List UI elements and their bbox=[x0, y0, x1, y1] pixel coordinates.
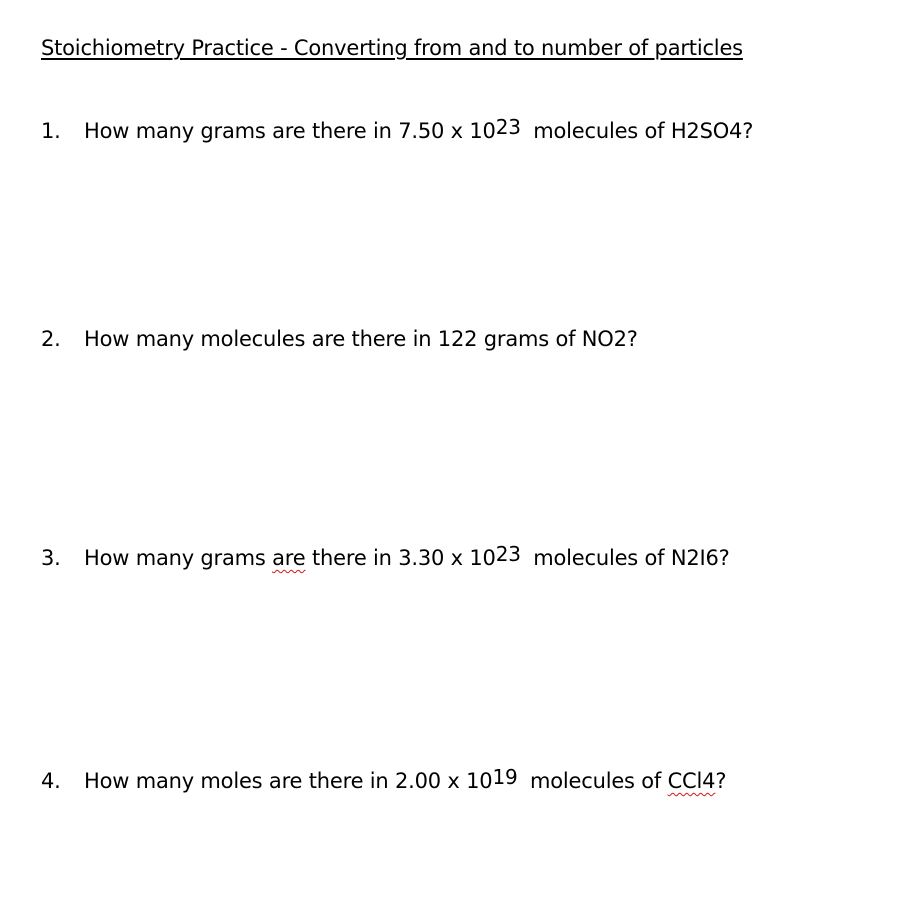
question-mark: ? bbox=[742, 119, 754, 143]
question-number: 3. bbox=[41, 546, 61, 570]
page-title: Stoichiometry Practice - Converting from and to number of particles bbox=[41, 36, 743, 60]
question-text: How many moles are there in 2.00 x 10 bbox=[84, 769, 493, 793]
question-2 bbox=[41, 326, 638, 352]
question-number: 2. bbox=[41, 327, 61, 351]
spellcheck-flagged-formula[interactable]: CCl4 bbox=[667, 769, 716, 793]
question-text: How many grams are there in 7.50 x 10 bbox=[84, 119, 496, 143]
question-mark: ? bbox=[715, 769, 727, 793]
question-text-middle: molecules of bbox=[523, 769, 668, 793]
question-text-start: How many grams bbox=[84, 546, 273, 570]
substance-formula: H2SO4 bbox=[670, 119, 743, 143]
exponent: 23 bbox=[495, 115, 521, 139]
question-text: there in 3.30 x 10 bbox=[305, 546, 496, 570]
question-4 bbox=[41, 765, 727, 794]
question-mark: ? bbox=[718, 546, 730, 570]
question-number: 4. bbox=[41, 769, 61, 793]
question-3 bbox=[41, 542, 730, 571]
exponent: 19 bbox=[492, 765, 518, 789]
substance-formula: N2I6 bbox=[670, 546, 719, 570]
question-text-middle: molecules of bbox=[526, 546, 671, 570]
question-text: How many molecules are there in 122 grams of NO2? bbox=[84, 327, 638, 351]
exponent: 23 bbox=[495, 542, 521, 566]
question-number: 1. bbox=[41, 119, 61, 143]
question-text-middle: molecules of bbox=[526, 119, 671, 143]
spellcheck-flagged-word[interactable]: are bbox=[272, 546, 306, 570]
question-1 bbox=[41, 115, 754, 144]
